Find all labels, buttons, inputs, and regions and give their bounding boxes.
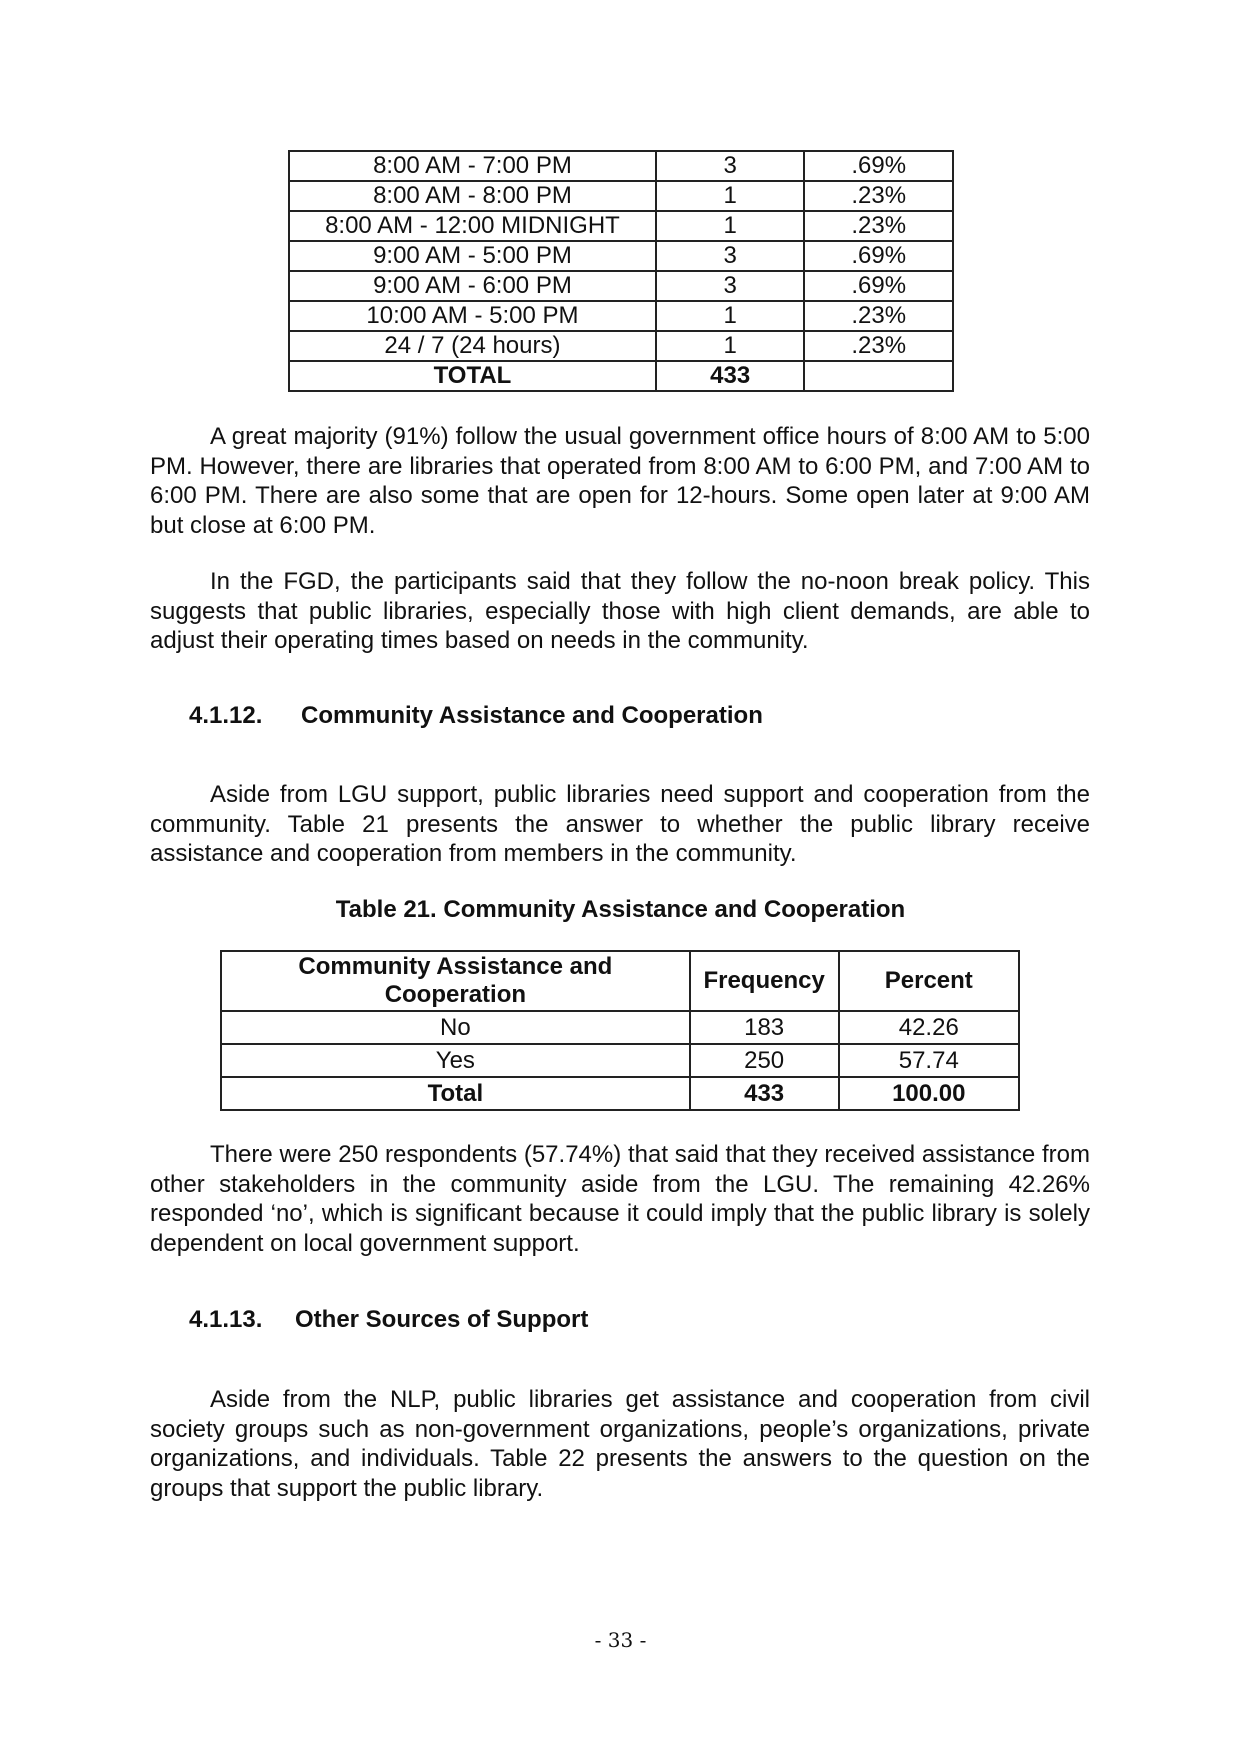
count-cell: 1 <box>656 331 805 361</box>
frequency-cell: 183 <box>690 1011 839 1044</box>
hours-cell: 8:00 AM - 7:00 PM <box>289 151 656 181</box>
total-count: 433 <box>656 361 805 391</box>
paragraph-community-intro: Aside from LGU support, public libraries need support and cooperation from the community. Table 21 presents the answer to whether the public library receive assistance and cooperation from members in the community. <box>150 781 1090 867</box>
section-title: Other Sources of Support <box>295 1306 589 1333</box>
section-heading-4-1-13 <box>189 1306 588 1334</box>
column-header-assistance: Community Assistance and Cooperation <box>221 951 690 1011</box>
count-cell: 3 <box>656 271 805 301</box>
percent-cell: .23% <box>804 301 953 331</box>
section-number: 4.1.12. <box>189 702 263 729</box>
total-label: Total <box>221 1077 690 1110</box>
total-label: TOTAL <box>289 361 656 391</box>
paragraph-office-hours: A great majority (91%) follow the usual government office hours of 8:00 AM to 5:00 PM. However, there are libraries that operated from 8:00 AM to 6:00 PM, and 7:00 AM to 6:00 PM. There are also some that are open for 12-hours. Some open later at 9:00 AM but close at 6:00 PM. <box>150 423 1090 539</box>
count-cell: 3 <box>656 241 805 271</box>
table-21-caption: Table 21. Community Assistance and Cooperation <box>335 896 906 923</box>
table-row <box>221 1011 1019 1044</box>
table-row <box>289 181 953 211</box>
hours-cell: 9:00 AM - 5:00 PM <box>289 241 656 271</box>
count-cell: 1 <box>656 301 805 331</box>
percent-cell: .23% <box>804 331 953 361</box>
count-cell: 3 <box>656 151 805 181</box>
section-number: 4.1.13. <box>189 1306 263 1333</box>
table-row <box>289 301 953 331</box>
total-frequency: 433 <box>690 1077 839 1110</box>
hours-cell: 8:00 AM - 8:00 PM <box>289 181 656 211</box>
table-row <box>289 211 953 241</box>
table-row <box>289 151 953 181</box>
count-cell: 1 <box>656 211 805 241</box>
hours-cell: 9:00 AM - 6:00 PM <box>289 271 656 301</box>
percent-cell: .23% <box>804 211 953 241</box>
table-row <box>289 241 953 271</box>
total-row <box>221 1077 1019 1110</box>
paragraph-other-support: Aside from the NLP, public libraries get assistance and cooperation from civil society groups such as non-government organizations, people’s organizations, private organizations, and individuals. Table 22 presents the answers to the question on the groups that support the public library. <box>150 1386 1090 1502</box>
column-header-frequency: Frequency <box>690 951 839 1011</box>
page-number: - 33 - <box>594 1628 647 1652</box>
percent-cell: 42.26 <box>839 1011 1019 1044</box>
hours-cell: 8:00 AM - 12:00 MIDNIGHT <box>289 211 656 241</box>
table-21 <box>220 950 1020 1111</box>
percent-cell: 57.74 <box>839 1044 1019 1077</box>
hours-cell: 10:00 AM - 5:00 PM <box>289 301 656 331</box>
column-header-percent: Percent <box>839 951 1019 1011</box>
assistance-cell: Yes <box>221 1044 690 1077</box>
percent-cell: .69% <box>804 271 953 301</box>
frequency-cell: 250 <box>690 1044 839 1077</box>
percent-cell: .23% <box>804 181 953 211</box>
table-row <box>289 331 953 361</box>
percent-cell: .69% <box>804 241 953 271</box>
section-title: Community Assistance and Cooperation <box>301 702 763 729</box>
count-cell: 1 <box>656 181 805 211</box>
section-heading-4-1-12 <box>189 702 763 730</box>
total-percent <box>804 361 953 391</box>
percent-cell: .69% <box>804 151 953 181</box>
hours-cell: 24 / 7 (24 hours) <box>289 331 656 361</box>
table-header-row <box>221 951 1019 1011</box>
paragraph-fgd: In the FGD, the participants said that they follow the no-noon break policy. This suggests that public libraries, especially those with high client demands, are able to adjust their operating times based on needs in the community. <box>150 568 1090 654</box>
total-percent: 100.00 <box>839 1077 1019 1110</box>
total-row <box>289 361 953 391</box>
assistance-cell: No <box>221 1011 690 1044</box>
table-row <box>289 271 953 301</box>
table-row <box>221 1044 1019 1077</box>
paragraph-respondents: There were 250 respondents (57.74%) that said that they received assistance from other stakeholders in the community aside from the LGU. The remaining 42.26% responded ‘no’, which is significant because it could imply that the public library is solely dependent on local government support. <box>150 1141 1090 1257</box>
office-hours-table <box>288 150 954 392</box>
